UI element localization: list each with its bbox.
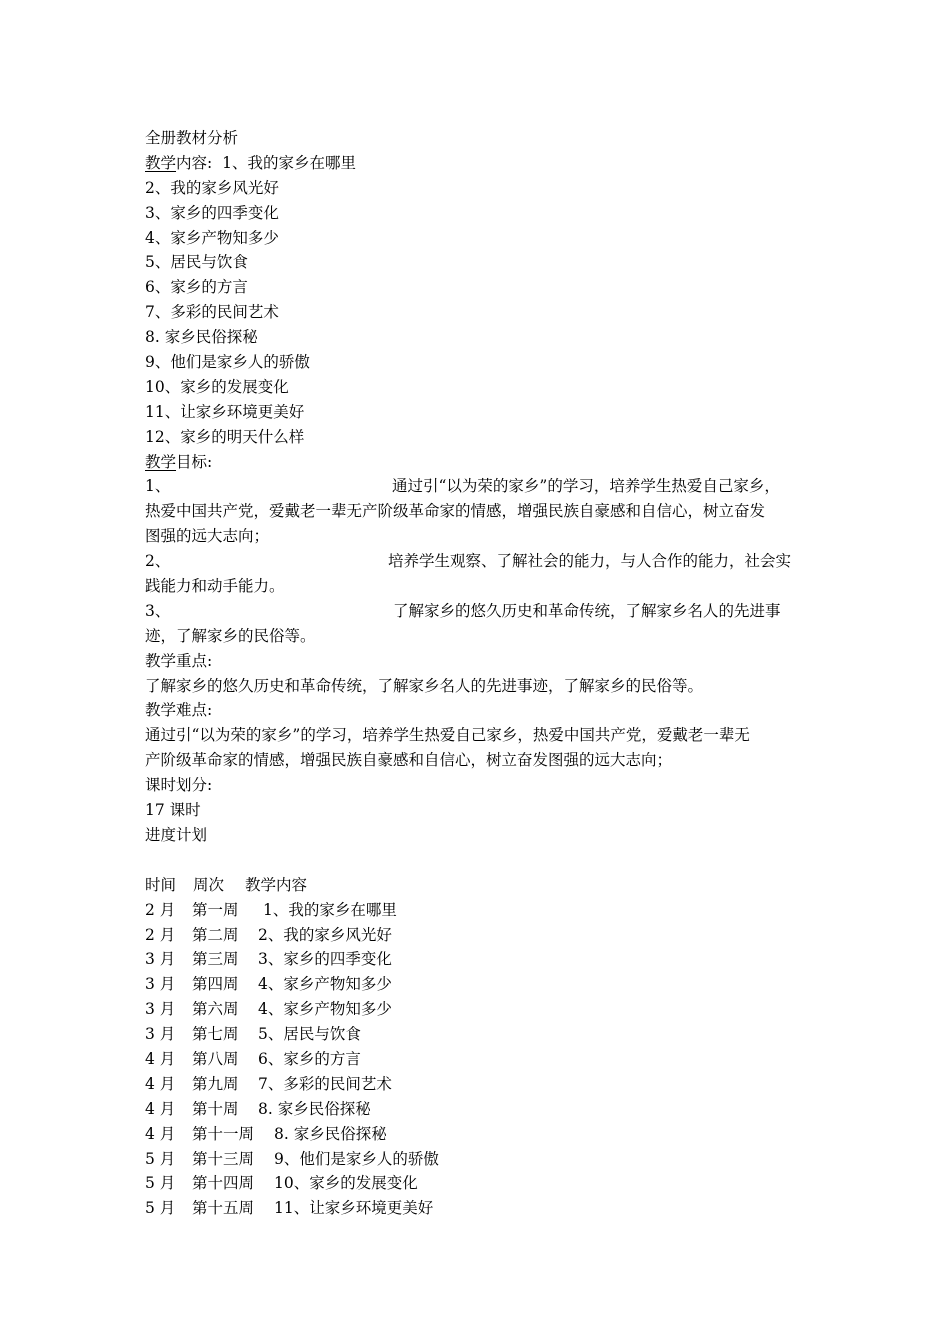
schedule-content: 1、我的家乡在哪里 bbox=[263, 900, 397, 919]
schedule-row bbox=[145, 1147, 815, 1172]
schedule-month: 5 月 bbox=[145, 1174, 176, 1193]
content-item: 7、多彩的民间艺术 bbox=[145, 303, 279, 322]
goals-heading bbox=[145, 450, 815, 475]
goal-2 bbox=[145, 549, 815, 574]
schedule-month: 2 月 bbox=[145, 900, 176, 919]
schedule-month: 5 月 bbox=[145, 1199, 176, 1218]
content-item: 3、家乡的四季变化 bbox=[145, 203, 279, 222]
schedule-week: 第十三周 bbox=[192, 1149, 255, 1168]
key-point-heading: 教学重点: bbox=[145, 651, 213, 670]
schedule-row bbox=[145, 1047, 815, 1072]
schedule-week: 第二周 bbox=[192, 925, 239, 944]
schedule-month: 4 月 bbox=[145, 1049, 176, 1068]
schedule-month: 4 月 bbox=[145, 1099, 176, 1118]
schedule-row bbox=[145, 1171, 815, 1196]
content-item: 9、他们是家乡人的骄傲 bbox=[145, 353, 310, 372]
schedule-header-content: 教学内容 bbox=[245, 875, 308, 894]
goal-1 bbox=[145, 474, 815, 499]
schedule-row bbox=[145, 972, 815, 997]
schedule-week: 第十五周 bbox=[192, 1199, 255, 1218]
content-item: 5、居民与饮食 bbox=[145, 253, 248, 272]
schedule-content: 3、家乡的四季变化 bbox=[258, 950, 392, 969]
content-item: 2、我的家乡风光好 bbox=[145, 178, 279, 197]
content-item: 6、家乡的方言 bbox=[145, 278, 248, 297]
goal-continuation: 迹，了解家乡的民俗等。 bbox=[145, 626, 316, 645]
goal-text: 通过引“以为荣的家乡”的学习，培养学生热爱自己家乡， bbox=[392, 477, 780, 496]
schedule-week: 第八周 bbox=[192, 1049, 239, 1068]
schedule-content: 11、让家乡环境更美好 bbox=[274, 1199, 434, 1218]
schedule-header-week: 周次 bbox=[193, 875, 225, 894]
schedule-week: 第十四周 bbox=[192, 1174, 255, 1193]
schedule-month: 4 月 bbox=[145, 1124, 176, 1143]
schedule-week: 第九周 bbox=[192, 1074, 239, 1093]
goals-label-underlined: 教学 bbox=[145, 452, 177, 471]
schedule-month: 3 月 bbox=[145, 1000, 176, 1019]
goal-number: 1、 bbox=[145, 477, 171, 496]
schedule-month: 5 月 bbox=[145, 1149, 176, 1168]
schedule-content: 6、家乡的方言 bbox=[258, 1049, 361, 1068]
schedule-week: 第六周 bbox=[192, 1000, 239, 1019]
goal-3 bbox=[145, 599, 815, 624]
schedule-month: 3 月 bbox=[145, 1025, 176, 1044]
schedule-row bbox=[145, 1097, 815, 1122]
schedule-row bbox=[145, 997, 815, 1022]
schedule-month: 3 月 bbox=[145, 975, 176, 994]
schedule-week: 第四周 bbox=[192, 975, 239, 994]
difficulty-text: 产阶级革命家的情感，增强民族自豪感和自信心，树立奋发图强的远大志向； bbox=[145, 751, 673, 770]
schedule-row bbox=[145, 923, 815, 948]
content-item: 12、家乡的明天什么样 bbox=[145, 427, 305, 446]
schedule-row bbox=[145, 1022, 815, 1047]
schedule-week: 第十周 bbox=[192, 1099, 239, 1118]
schedule-content: 7、多彩的民间艺术 bbox=[258, 1074, 392, 1093]
hours-value: 17 课时 bbox=[145, 801, 201, 820]
difficulty-heading: 教学难点: bbox=[145, 701, 213, 720]
schedule-month: 4 月 bbox=[145, 1074, 176, 1093]
hours-heading: 课时划分: bbox=[145, 776, 213, 795]
content-item: 10、家乡的发展变化 bbox=[145, 377, 289, 396]
goal-continuation: 践能力和动手能力。 bbox=[145, 577, 285, 596]
schedule-month: 3 月 bbox=[145, 950, 176, 969]
goal-number: 3、 bbox=[145, 601, 171, 620]
goal-text: 培养学生观察、了解社会的能力，与人合作的能力，社会实 bbox=[388, 552, 792, 571]
goal-number: 2、 bbox=[145, 552, 171, 571]
goal-text: 了解家乡的悠久历史和革命传统，了解家乡名人的先进事 bbox=[393, 601, 781, 620]
schedule-row bbox=[145, 947, 815, 972]
goal-continuation: 图强的远大志向； bbox=[145, 527, 270, 546]
schedule-heading: 进度计划 bbox=[145, 825, 208, 844]
schedule-week: 第十一周 bbox=[192, 1124, 255, 1143]
goal-continuation: 热爱中国共产党，爱戴老一辈无产阶级革命家的情感，增强民族自豪感和自信心，树立奋发 bbox=[145, 502, 766, 521]
schedule-content: 10、家乡的发展变化 bbox=[274, 1174, 418, 1193]
schedule-content: 5、居民与饮食 bbox=[258, 1025, 361, 1044]
difficulty-text: 通过引“以为荣的家乡”的学习，培养学生热爱自己家乡，热爱中国共产党，爱戴老一辈无 bbox=[145, 726, 750, 745]
schedule-header-row bbox=[145, 873, 815, 898]
schedule-month: 2 月 bbox=[145, 925, 176, 944]
document-page bbox=[145, 126, 815, 1221]
content-item: 11、让家乡环境更美好 bbox=[145, 402, 305, 421]
schedule-row bbox=[145, 1196, 815, 1221]
schedule-content: 8. 家乡民俗探秘 bbox=[258, 1099, 371, 1118]
content-label-rest: 内容: bbox=[176, 153, 213, 172]
schedule-week: 第一周 bbox=[192, 900, 239, 919]
content-item: 4、家乡产物知多少 bbox=[145, 228, 279, 247]
schedule-week: 第三周 bbox=[192, 950, 239, 969]
schedule-week: 第七周 bbox=[192, 1025, 239, 1044]
schedule-row bbox=[145, 1072, 815, 1097]
content-item-1: 1、我的家乡在哪里 bbox=[222, 153, 356, 172]
content-label-underlined: 教学 bbox=[145, 153, 177, 172]
schedule-content: 8. 家乡民俗探秘 bbox=[274, 1124, 387, 1143]
schedule-row bbox=[145, 898, 815, 923]
document-title: 全册教材分析 bbox=[145, 129, 239, 147]
schedule-row bbox=[145, 1122, 815, 1147]
schedule-content: 4、家乡产物知多少 bbox=[258, 975, 392, 994]
schedule-header-time: 时间 bbox=[145, 875, 177, 894]
content-heading-line bbox=[145, 151, 815, 176]
key-point-text: 了解家乡的悠久历史和革命传统，了解家乡名人的先进事迹，了解家乡的民俗等。 bbox=[145, 676, 704, 695]
spacer bbox=[145, 848, 815, 873]
schedule-content: 4、家乡产物知多少 bbox=[258, 1000, 392, 1019]
schedule-content: 2、我的家乡风光好 bbox=[258, 925, 392, 944]
goals-label-rest: 目标: bbox=[176, 452, 213, 471]
content-item: 8. 家乡民俗探秘 bbox=[145, 328, 258, 347]
schedule-content: 9、他们是家乡人的骄傲 bbox=[274, 1149, 439, 1168]
